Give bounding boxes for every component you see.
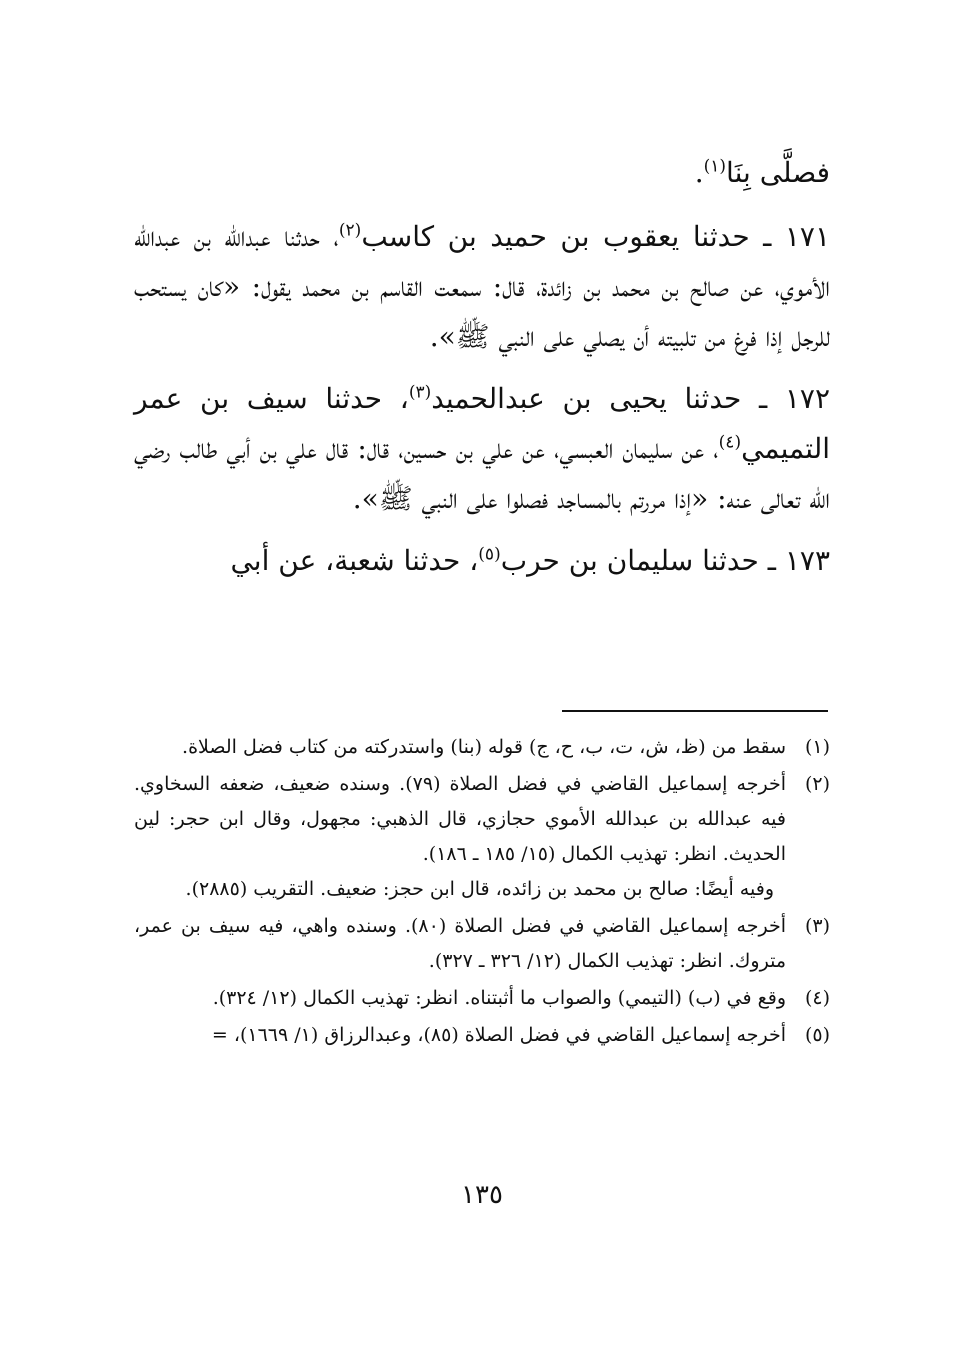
hadith-172: ١٧٢ ـ حدثنا يحيى بن عبدالحميد$^{(٣)}$، حدثنا سيف بن عمر التميمي$^{(٤)}$، عن سليمان العبسي، عن علي بن حسين، قال: قال علي بن أبي طالب رضي الله تعالى عنه: «إذا مررتم بالمساجد فصلوا على النبي ﷺ». — [134, 382, 830, 515]
page-number: ١٣٥ — [461, 1180, 503, 1210]
hadith-171: ١٧١ ـ حدثنا يعقوب بن حميد بن كاسب$^{(٢)}$، حدثنا عبدالله بن عبدالله الأموي، عن صالح بن محمد بن زائدة، قال: سمعت القاسم بن محمد يقول: «كان يستحب للرجل إذا فرغ من تلبيته أن يصلي على النبي ﷺ». — [134, 220, 830, 353]
footnote-number: (٢) — [804, 773, 830, 795]
footnote-1 — [134, 730, 830, 765]
footnote-text: أخرجه إسماعيل القاضي في فضل الصلاة (٧٩). وسنده ضعيف، ضعفه السخاوي. فيه عبدالله بن عبدالله الأموي حجازي، قال الذهبي: مجهول، وقال ابن حجر: لين الحديث. انظر: تهذيب الكمال (١٥/ ١٨٥ ـ ١٨٦). — [134, 773, 786, 865]
footnote-ref-3[interactable]: (٣) — [408, 382, 432, 403]
footnote-ref-4[interactable]: (٤) — [718, 432, 742, 453]
main-text — [134, 148, 830, 598]
footnote-number: (٣) — [804, 915, 830, 937]
footnote-number: (١) — [804, 736, 830, 758]
footnote-text: أخرجه إسماعيل القاضي في فضل الصلاة (٨٥)، وعبدالرزاق (١/ ١٦٦٩)، = — [211, 1024, 786, 1046]
footnote-text: أخرجه إسماعيل القاضي في فضل الصلاة (٨٠). وسنده واهي، فيه سيف بن عمر، متروك. انظر: تهذيب الكمال (١٢/ ٣٢٦ ـ ٣٢٧). — [134, 915, 786, 972]
footnote-2 — [134, 767, 830, 907]
footnote-number: (٤) — [804, 987, 830, 1009]
footnote-ref-1[interactable]: (١) — [703, 156, 727, 177]
footnote-divider — [562, 710, 828, 712]
footnotes — [134, 730, 830, 1055]
hadith-173: ١٧٣ ـ حدثنا سليمان بن حرب$^{(٥)}$، حدثنا شعبة، عن أبي — [230, 544, 830, 577]
footnote-3 — [134, 909, 830, 979]
footnote-ref-5[interactable]: (٥) — [478, 544, 501, 565]
footnote-text: وقع في (ب) (التيمي) والصواب ما أثبتناه. انظر: تهذيب الكمال (١٢/ ٣٢٤). — [212, 987, 786, 1009]
footnote-5 — [134, 1018, 830, 1053]
footnote-number: (٥) — [804, 1024, 830, 1046]
paragraph-continuation: فصلَّى بِنَا$^{(١)}$. — [694, 156, 830, 189]
footnote-4 — [134, 981, 830, 1016]
footnote-text-continued: وفيه أيضًا: صالح بن محمد بن زائده، قال ابن حجز: ضعيف. التقريب (٢٨٨٥). — [185, 878, 774, 900]
footnote-text: سقط من (ظ، ش، ت، ب، ح، ج) قوله (بنا) واستدركته من كتاب فضل الصلاة. — [182, 736, 786, 758]
footnote-ref-2[interactable]: (٢) — [338, 220, 362, 241]
